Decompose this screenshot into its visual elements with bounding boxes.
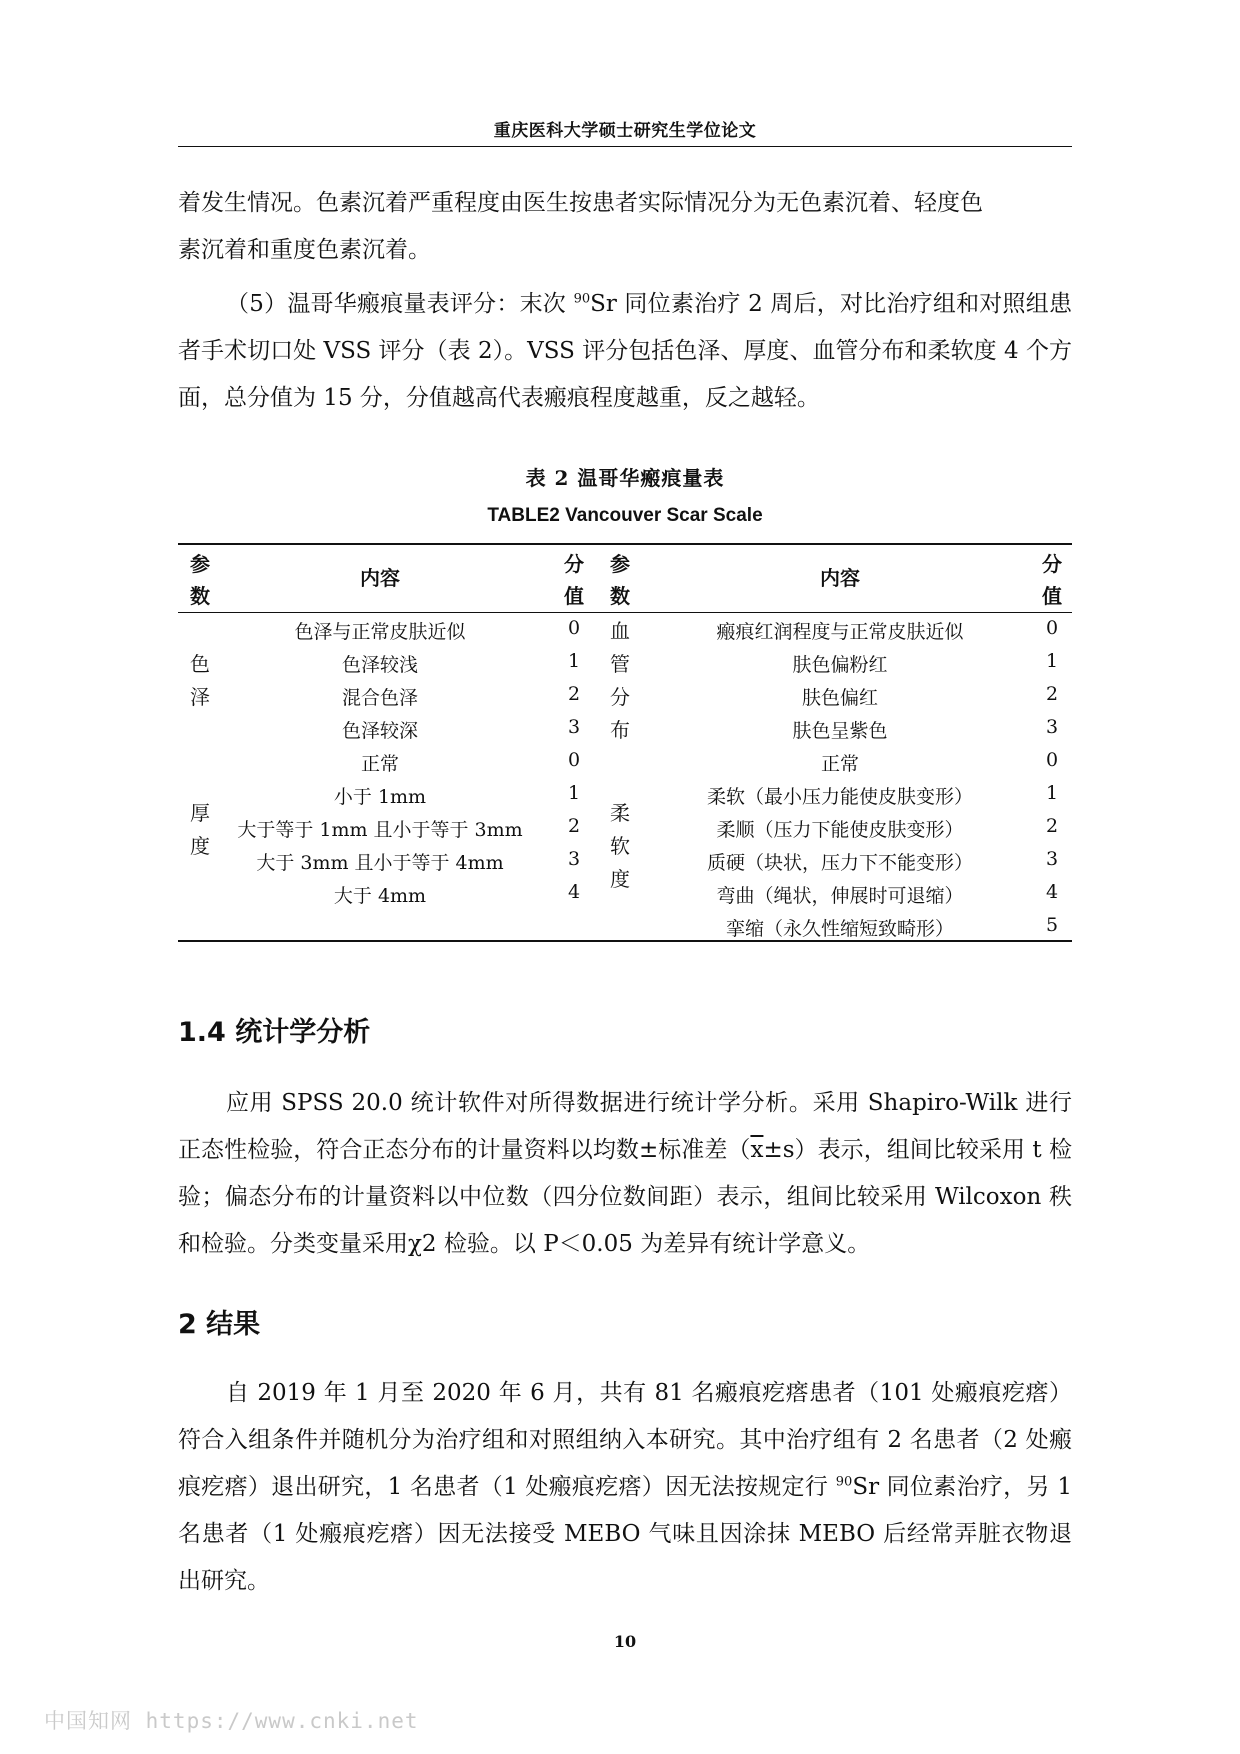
text-run: Sr 同位素治疗 2 周后，对比治疗组和对照组患者手术切口处 VSS 评分（表 2）。VSS 评分包括色泽、厚度、血管分布和柔软度 4 个方面，总分值为 15 分，分值越高代表瘢痕程度越重，反之越轻。 [178, 291, 1072, 411]
table-group-label [600, 797, 640, 896]
paragraph-results [178, 1370, 1072, 1605]
table-cell-score: 2 [567, 815, 581, 837]
header-char: 数 [610, 584, 630, 608]
header-char: 值 [564, 584, 584, 608]
header-char: 数 [190, 584, 210, 608]
isotope-superscript: 90 [835, 1474, 853, 1490]
table-cell-content: 肤色偏粉红 [792, 654, 888, 676]
header-char: 值 [1042, 584, 1062, 608]
table-cell-content: 挛缩（永久性缩短致畸形） [725, 918, 954, 940]
group-char: 色 [190, 652, 210, 676]
table-cell-score: 0 [1045, 617, 1059, 639]
table-cell-score: 2 [1045, 683, 1059, 705]
table-cell-content: 大于 4mm [333, 885, 427, 907]
group-char: 软 [610, 833, 630, 858]
header-cell [180, 548, 220, 612]
table-group-label [180, 797, 220, 863]
text-run: 自 2019 年 1 月至 2020 年 6 月，共有 81 名瘢痕疙瘩患者（101 处瘢痕疙瘩）符合入组条件并随机分为治疗组和对照组纳入本研究。其中治疗组有 2 名患者（2 处瘢痕疙瘩）退出研究，1 名患者（1 处瘢痕疙瘩）因无法按规定行 [178, 1380, 1072, 1500]
table-cell-score: 5 [1045, 914, 1059, 936]
group-char: 度 [190, 833, 210, 858]
mean-symbol: $\overline{x}$ [750, 1137, 764, 1163]
group-char: 布 [610, 718, 630, 742]
text-run: （5）温哥华瘢痕量表评分：末次 [226, 291, 574, 317]
table-cell-content: 大于等于 1mm 且小于等于 3mm [237, 819, 523, 841]
table-cell-score: 4 [1045, 881, 1059, 903]
table-cell-score: 3 [1045, 716, 1059, 738]
table-cell-score: 3 [1045, 848, 1059, 870]
table-cell-score: 2 [567, 683, 581, 705]
header-char: 参 [190, 552, 210, 576]
table-cell-content: 色泽与正常皮肤近似 [294, 621, 466, 643]
table-top-rule [178, 543, 1072, 545]
table-title-en: TABLE2 Vancouver Scar Scale [487, 505, 763, 526]
table-cell-content: 瘢痕红润程度与正常皮肤近似 [716, 621, 964, 643]
page-number: 10 [613, 1632, 637, 1651]
group-char: 泽 [190, 685, 210, 709]
table-cell-content: 色泽较深 [341, 720, 418, 742]
header-cell [554, 548, 594, 612]
isotope-superscript: 90 [573, 291, 591, 307]
paragraph-line: 着发生情况。色素沉着严重程度由医生按患者实际情况分为无色素沉着、轻度色 [178, 190, 983, 216]
table-cell-score: 4 [567, 881, 581, 903]
header-cell: 内容 [360, 566, 400, 590]
header-cell [1032, 548, 1072, 612]
header-char: 分 [564, 552, 584, 576]
table-cell-score: 3 [567, 848, 581, 870]
table-cell-content: 正常 [820, 753, 859, 775]
table-group-label [600, 615, 640, 747]
paragraph-vss [178, 281, 1072, 422]
table-cell-content: 肤色偏红 [801, 687, 878, 709]
paragraph-line: 素沉着和重度色素沉着。 [178, 237, 431, 263]
table-cell-score: 0 [1045, 749, 1059, 771]
paragraph-pigmentation [178, 180, 1072, 274]
group-char: 厚 [190, 800, 210, 825]
header-char: 分 [1042, 552, 1062, 576]
section-heading-2: 2 结果 [178, 1309, 261, 1340]
table-cell-content: 大于 3mm 且小于等于 4mm [256, 852, 504, 874]
table-cell-content: 正常 [360, 753, 399, 775]
table-cell-score: 1 [567, 782, 581, 804]
table-cell-score: 0 [567, 749, 581, 771]
group-char: 度 [610, 866, 630, 891]
table-cell-score: 1 [1045, 650, 1059, 672]
group-char: 分 [610, 685, 630, 709]
table-cell-score: 2 [1045, 815, 1059, 837]
table-cell-content: 柔软（最小压力能使皮肤变形） [706, 786, 973, 808]
table-cell-content: 色泽较浅 [341, 654, 418, 676]
text-run: ±s）表示，组间比较采用 t 检验；偏态分布的计量资料以中位数（四分位数间距）表示，组间比较采用 Wilcoxon 秩和检验。分类变量采用χ2 检验。以 P＜0.05 为差异有统计学意义。 [178, 1137, 1072, 1257]
group-char: 血 [610, 619, 630, 643]
text-run: Sr 同位素治疗，另 1 名患者（1 处瘢痕疙瘩）因无法接受 MEBO 气味且因涂抹 MEBO 后经常弄脏衣物退出研究。 [178, 1474, 1072, 1594]
table-cell-content: 质硬（块状，压力下不能变形） [706, 852, 973, 874]
table-title-cn: 表 2 温哥华瘢痕量表 [525, 466, 725, 490]
text-run: 应用 SPSS 20.0 统计软件对所得数据进行统计学分析。采用 Shapiro-Wilk 进行正态性检验，符合正态分布的计量资料以均数±标准差（ [178, 1090, 1072, 1163]
table-cell-content: 混合色泽 [341, 687, 418, 709]
section-heading-1-4: 1.4 统计学分析 [178, 1017, 371, 1048]
header-cell [600, 548, 640, 612]
table-cell-score: 1 [1045, 782, 1059, 804]
table-group-label [180, 648, 220, 714]
table-cell-score: 3 [567, 716, 581, 738]
table-cell-score: 0 [567, 617, 581, 639]
watermark: 中国知网 https://www.cnki.net [44, 1709, 419, 1733]
table-header-rule [178, 612, 1072, 613]
table-cell-content: 肤色呈紫色 [792, 720, 888, 742]
header-char: 参 [610, 552, 630, 576]
table-cell-score: 1 [567, 650, 581, 672]
table-cell-content: 弯曲（绳状，伸展时可退缩） [716, 885, 964, 907]
table-cell-content: 柔顺（压力下能使皮肤变形） [716, 819, 964, 841]
table-cell-content: 小于 1mm [333, 786, 427, 808]
running-header: 重庆医科大学硕士研究生学位论文 [493, 121, 757, 141]
header-rule [178, 146, 1072, 147]
header-cell: 内容 [820, 566, 860, 590]
group-char: 管 [610, 652, 630, 676]
paragraph-statistics [178, 1080, 1072, 1268]
group-char: 柔 [610, 800, 630, 825]
